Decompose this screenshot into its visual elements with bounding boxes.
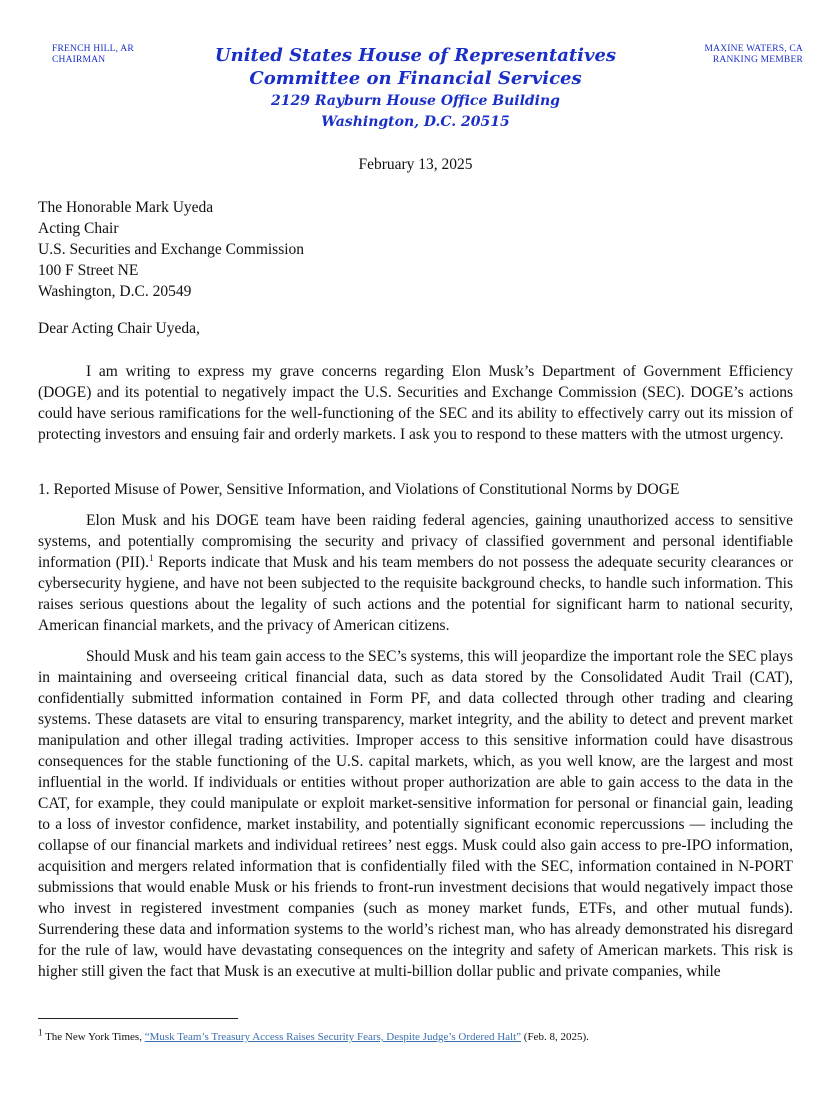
recipient-line: Washington, D.C. 20549 bbox=[38, 283, 192, 300]
footnote-number: 1 bbox=[38, 1027, 43, 1038]
paragraph-text: Elon Musk and his DOGE team have been raiding federal agencies, gaining unauthorized access to sensitive systems, and potentially compromising the security and privacy of classified government and personal identifiable information (PII). bbox=[38, 512, 793, 571]
salutation: Dear Acting Chair Uyeda, bbox=[38, 320, 200, 337]
paragraph-sec-systems: Should Musk and his team gain access to the SEC’s systems, this will jeopardize the important role the SEC plays in maintaining and overseeing critical financial data, such as data stored by the Consolidated Audit Trail (CAT), confidentially submitted information contained in Form PF, and data collected through other trading and clearing systems. These datasets are vital to ensuring transparency, market integrity, and the ability to detect and prevent market manipulation and other illegal trading activities. Improper access to this sensitive information could have disastrous consequences for the stable functioning of the U.S. capital markets, which, as you well know, are the largest and most influential in the world. If individuals or entities without proper authorization are able to gain access to the data in the CAT, for example, they could manipulate or exploit market-sensitive information for personal or financial gain, leading to a loss of investor confidence, market instability, and potentially significant economic repercussions — including the collapse of our financial markets and individual retirees’ nest eggs. Musk could also gain access to pre-IPO information, acquisition and mergers related information that is confidentially filed with the SEC, information contained in N-PORT submissions that would enable Musk or his friends to front-run investment decisions that would negatively impact those who invest in registered investment companies (such as money market funds, ETFs, and other mutual funds). Surrendering these data and information systems to the world’s richest man, who has already demonstrated his disregard for the rule of law, would have devastating consequences on the integrity and safety of American markets. This risk is higher still given the fact that Musk is an executive at multi-billion dollar public and private companies, while bbox=[38, 648, 793, 980]
paragraph-doge-access bbox=[38, 510, 793, 636]
footnote-link[interactable]: “Musk Team’s Treasury Access Raises Security Fears, Despite Judge’s Ordered Halt” bbox=[144, 1031, 522, 1043]
recipient-line: U.S. Securities and Exchange Commission bbox=[38, 241, 305, 258]
letterhead-building: 2129 Rayburn House Office Building bbox=[271, 93, 560, 109]
letterhead-city: Washington, D.C. 20515 bbox=[321, 114, 510, 130]
ranking-member-name: MAXINE WATERS, CA bbox=[704, 44, 803, 54]
footnote-ref[interactable]: 1 bbox=[148, 552, 154, 563]
ranking-member-title: RANKING MEMBER bbox=[712, 55, 803, 65]
footnote-divider bbox=[38, 1018, 238, 1019]
footnote-suffix: (Feb. 8, 2025). bbox=[521, 1031, 589, 1043]
letterhead-house: United States House of Representatives bbox=[214, 45, 617, 66]
letter-date: February 13, 2025 bbox=[358, 156, 473, 173]
recipient-address bbox=[38, 197, 304, 302]
paragraph-intro: I am writing to express my grave concerns regarding Elon Musk’s Department of Government Efficiency (DOGE) and its potential to negatively impact the U.S. Securities and Exchange Commission (SEC). DOGE’s actions could have serious ramifications for the well-functioning of the SEC and its ability to effectively carry out its mission of protecting investors and ensuing fair and orderly markets. I ask you to respond to these matters with the utmost urgency. bbox=[38, 363, 793, 443]
letterhead-committee: Committee on Financial Services bbox=[249, 68, 582, 89]
chairman-title: CHAIRMAN bbox=[52, 55, 106, 65]
paragraph-text: Reports indicate that Musk and his team members do not possess the adequate security clearances or cybersecurity hygiene, and have not been subjected to the requisite background checks, to handle such information. This raises serious questions about the legality of such actions and the potential for significant harm to national security, American financial markets, and the privacy of American citizens. bbox=[38, 554, 793, 634]
footnote bbox=[38, 1027, 589, 1044]
ranking-member-block bbox=[705, 44, 804, 66]
recipient-line: 100 F Street NE bbox=[38, 262, 139, 279]
section-heading: 1. Reported Misuse of Power, Sensitive Information, and Violations of Constitutional Norms by DOGE bbox=[38, 481, 680, 498]
chairman-name: FRENCH HILL, AR bbox=[52, 44, 134, 54]
recipient-line: Acting Chair bbox=[38, 220, 119, 237]
footnote-prefix: The New York Times, bbox=[45, 1031, 145, 1043]
recipient-line: The Honorable Mark Uyeda bbox=[38, 199, 214, 216]
